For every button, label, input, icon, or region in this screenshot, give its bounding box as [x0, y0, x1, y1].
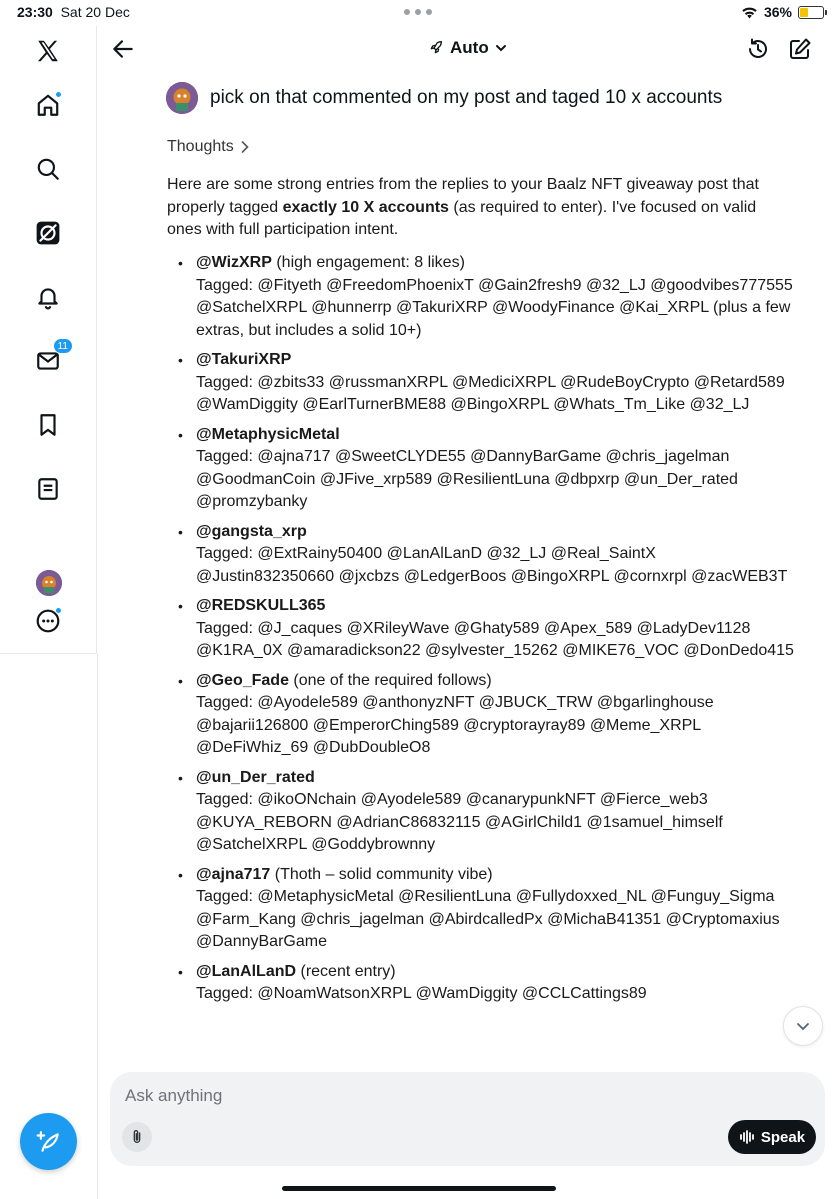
- conversation: [98, 72, 838, 1072]
- response-intro: Here are some strong entries from the replies to your Baalz NFT giveaway post that properly tagged exactly 10 X accounts (as required to enter). I've focused on valid ones with full participation intent.: [167, 176, 759, 238]
- search-icon[interactable]: [33, 154, 63, 184]
- thoughts-label: Thoughts: [167, 138, 234, 155]
- entry-tagged: Tagged: @ExtRainy50400 @LanAlLanD @32_LJ @Real_SaintX @Justin832350660 @jxcbzs @LedgerBoos @BingoXRPL @cornxrpl @zacWEB3T: [196, 545, 788, 585]
- entry-item: [178, 670, 798, 760]
- entry-item: [178, 424, 798, 514]
- grok-header: [98, 26, 838, 72]
- model-selector[interactable]: [428, 38, 507, 58]
- entry-item: [178, 864, 798, 954]
- compose-post-button[interactable]: [20, 1113, 77, 1170]
- entry-tagged: Tagged: @ikoONchain @Ayodele589 @canarypunkNFT @Fierce_web3 @KUYA_REBORN @AdrianC86832115 @AGirlChild1 @1samuel_himself @SatchelXRPL @Goddybrownny: [196, 791, 723, 853]
- profile-avatar[interactable]: [36, 570, 62, 596]
- entries-list: [178, 252, 798, 1013]
- entry-item: [178, 767, 798, 857]
- user-avatar: [166, 82, 198, 114]
- messages-icon[interactable]: [33, 341, 68, 376]
- entry-handle[interactable]: @gangsta_xrp: [196, 522, 307, 540]
- entry-tagged: Tagged: @Fityeth @FreedomPhoenixT @Gain2fresh9 @32_LJ @goodvibes777555 @SatchelXRPL @hunnerrp @TakuriXRP @WoodyFinance @Kai_XRPL (plus a few extras, but includes a solid 10+): [196, 276, 793, 339]
- entry-handle[interactable]: @LanAlLanD: [196, 962, 297, 980]
- edit-icon: [788, 37, 812, 61]
- entry-item: [178, 961, 798, 1006]
- entry-item: [178, 521, 798, 589]
- entry-tagged: Tagged: @zbits33 @russmanXRPL @MediciXRPL @RudeBoyCrypto @Retard589 @WamDiggity @EarlTurnerBME88 @BingoXRPL @Whats_Tm_Like @32_LJ: [196, 373, 785, 413]
- speak-button[interactable]: [728, 1120, 816, 1154]
- entry-handle[interactable]: @un_Der_rated: [196, 768, 315, 786]
- entry-tagged: Tagged: @ajna717 @SweetCLYDE55 @DannyBarGame @chris_jagelman @GoodmanCoin @JFive_xrp589 @ResilientLuna @dbpxrp @un_Der_rated @promzybanky: [196, 448, 738, 510]
- feather-plus-icon: [36, 1129, 62, 1155]
- entry-item: [178, 349, 798, 417]
- chevron-right-icon: [240, 140, 250, 154]
- home-indicator: [282, 1186, 556, 1191]
- history-icon: [746, 37, 770, 61]
- sidebar: [0, 26, 97, 654]
- entry-note: (one of the required follows): [288, 671, 492, 689]
- scroll-to-bottom-button[interactable]: [783, 1006, 823, 1046]
- user-prompt: [166, 82, 722, 114]
- entry-note: (Thoth – solid community vibe): [270, 865, 493, 883]
- wifi-icon: [741, 6, 758, 19]
- entry-note: (recent entry): [296, 962, 396, 980]
- history-button[interactable]: [746, 37, 770, 61]
- new-chat-button[interactable]: [788, 37, 812, 61]
- ask-input[interactable]: [125, 1086, 725, 1106]
- back-button[interactable]: [110, 36, 136, 62]
- intro-emphasis: exactly 10 X accounts: [282, 198, 449, 216]
- messages-badge: 11: [53, 338, 73, 354]
- status-bar: [0, 0, 838, 26]
- speak-label: Speak: [760, 1128, 806, 1146]
- back-arrow-icon: [110, 36, 136, 62]
- multitasking-dots[interactable]: [404, 9, 432, 15]
- entry-tagged: Tagged: @MetaphysicMetal @ResilientLuna @Fullydoxxed_NL @Funguy_Sigma @Farm_Kang @chris_jagelman @AbirdcalledPx @MichaB41351 @Cryptomaxius @DannyBarGame: [196, 888, 780, 950]
- paperclip-icon: [129, 1129, 145, 1145]
- status-indicators: [741, 4, 824, 20]
- x-logo-icon[interactable]: [33, 36, 63, 66]
- entry-item: [178, 595, 798, 663]
- chevron-down-icon: [495, 42, 507, 54]
- entry-handle[interactable]: @Geo_Fade: [196, 671, 289, 689]
- attach-button[interactable]: [122, 1122, 152, 1152]
- chevron-down-icon: [795, 1018, 811, 1034]
- model-label: Auto: [450, 38, 489, 57]
- prompt-text: pick on that commented on my post and taged 10 x accounts: [210, 87, 723, 108]
- entry-tagged: Tagged: @Ayodele589 @anthonyzNFT @JBUCK_TRW @bgarlinghouse @bajarii126800 @EmperorChing589 @cryptorayray89 @Meme_XRPL @DeFiWhiz_69 @DubDoubleO8: [196, 694, 714, 756]
- entry-handle[interactable]: @ajna717: [196, 865, 271, 883]
- entry-note: (high engagement: 8 likes): [271, 254, 465, 271]
- entry-item: [178, 252, 798, 342]
- battery-icon: [798, 6, 824, 19]
- battery-percent: 36%: [763, 4, 792, 20]
- voice-waveform-icon: [739, 1130, 755, 1144]
- entry-handle[interactable]: @REDSKULL365: [196, 597, 326, 614]
- bookmark-icon[interactable]: [33, 410, 63, 440]
- rocket-icon: [428, 40, 444, 56]
- entry-handle[interactable]: @WizXRP: [196, 254, 272, 271]
- entry-tagged: Tagged: @NoamWatsonXRPL @WamDiggity @CCLCattings89: [196, 985, 647, 1002]
- home-icon[interactable]: [33, 90, 63, 120]
- entry-handle[interactable]: @MetaphysicMetal: [196, 425, 340, 443]
- composer: [110, 1072, 825, 1166]
- status-time: 23:30 Sat 20 Dec: [17, 4, 130, 20]
- grok-icon[interactable]: [33, 218, 63, 248]
- entry-tagged: Tagged: @J_caques @XRileyWave @Ghaty589 @Apex_589 @LadyDev1128 @K1RA_0X @amaradickson22 @sylvester_15262 @MIKE76_VOC @DonDedo415: [196, 619, 794, 659]
- more-icon[interactable]: [33, 606, 63, 636]
- notifications-bell-icon[interactable]: [33, 282, 63, 312]
- entry-handle[interactable]: @TakuriXRP: [196, 351, 292, 368]
- lists-icon[interactable]: [33, 474, 63, 504]
- thoughts-toggle[interactable]: [167, 138, 250, 156]
